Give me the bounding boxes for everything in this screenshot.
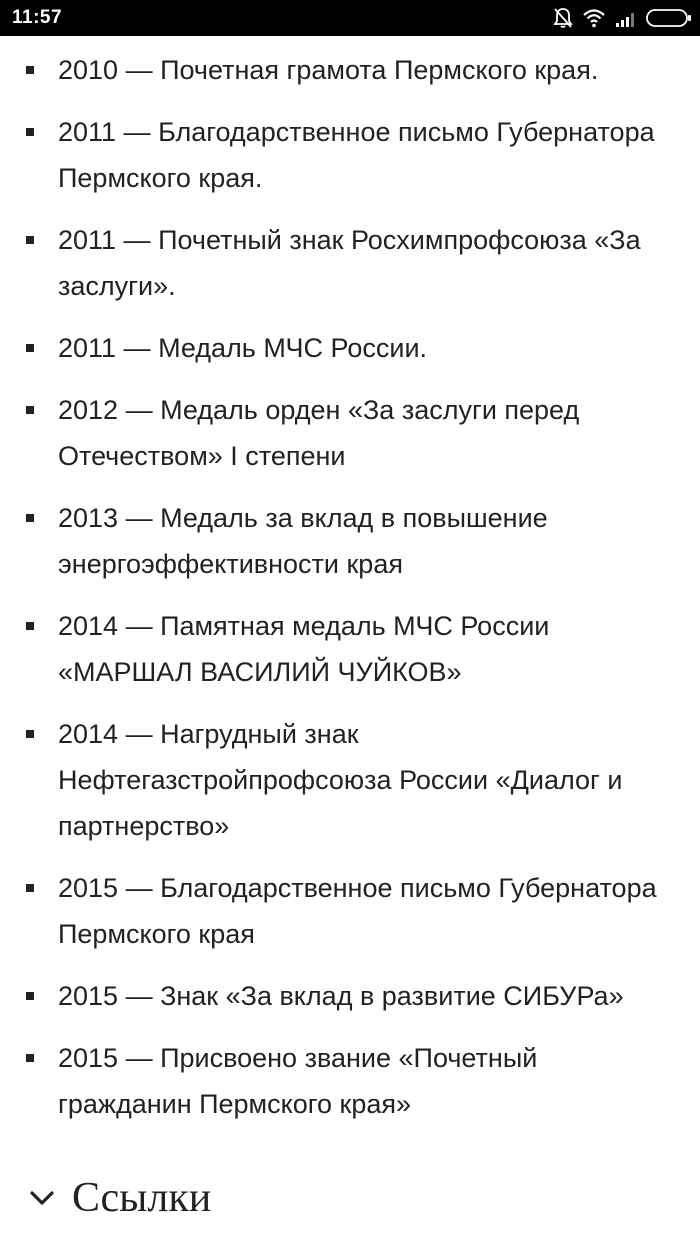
list-item bbox=[58, 711, 670, 849]
list-item bbox=[58, 109, 670, 201]
battery-icon bbox=[646, 7, 692, 29]
wifi-icon bbox=[582, 7, 606, 29]
status-time: 11:57 bbox=[12, 7, 63, 28]
list-item bbox=[58, 217, 670, 309]
bullet-icon bbox=[26, 128, 34, 136]
award-text: 2014 — Памятная медаль МЧС России «МАРШАЛ ВАСИЛИЙ ЧУЙКОВ» bbox=[58, 611, 550, 687]
bullet-icon bbox=[26, 66, 34, 74]
section-header-links[interactable] bbox=[28, 1168, 211, 1228]
award-text: 2014 — Нагрудный знак Нефтегазстройпрофсоюза России «Диалог и партнерство» bbox=[58, 719, 623, 841]
section-title: Ссылки bbox=[72, 1175, 212, 1221]
list-item bbox=[58, 387, 670, 479]
list-item bbox=[58, 325, 670, 371]
award-text: 2011 — Медаль МЧС России. bbox=[58, 333, 428, 363]
bullet-icon bbox=[26, 992, 34, 1000]
list-item bbox=[58, 603, 670, 695]
bullet-icon bbox=[26, 884, 34, 892]
status-icons bbox=[544, 6, 692, 30]
award-text: 2015 — Присвоено звание «Почетный гражданин Пермского края» bbox=[58, 1043, 538, 1119]
award-text: 2015 — Благодарственное письмо Губернатора Пермского края bbox=[58, 873, 657, 949]
list-item bbox=[58, 865, 670, 957]
award-text: 2013 — Медаль за вклад в повышение энергоэффективности края bbox=[58, 503, 548, 579]
list-item bbox=[58, 495, 670, 587]
bullet-icon bbox=[26, 730, 34, 738]
award-text: 2012 — Медаль орден «За заслуги перед Отечеством» I степени bbox=[58, 395, 580, 471]
awards-list bbox=[0, 36, 700, 1127]
bullet-icon bbox=[26, 622, 34, 630]
chevron-down-icon[interactable] bbox=[28, 1188, 56, 1208]
award-text: 2011 — Благодарственное письмо Губернатора Пермского края. bbox=[58, 117, 655, 193]
bullet-icon bbox=[26, 236, 34, 244]
list-item bbox=[58, 973, 670, 1019]
signal-icon bbox=[615, 7, 637, 29]
article-content bbox=[0, 36, 700, 1143]
bullet-icon bbox=[26, 406, 34, 414]
bullet-icon bbox=[26, 1054, 34, 1062]
bullet-icon bbox=[26, 344, 34, 352]
status-bar bbox=[0, 0, 700, 36]
award-text: 2015 — Знак «За вклад в развитие СИБУРа» bbox=[58, 981, 624, 1011]
bullet-icon bbox=[26, 514, 34, 522]
award-text: 2010 — Почетная грамота Пермского края. bbox=[58, 55, 599, 85]
award-text: 2011 — Почетный знак Росхимпрофсоюза «За заслуги». bbox=[58, 225, 641, 301]
notifications-off-icon bbox=[553, 7, 573, 29]
list-item bbox=[58, 1035, 670, 1127]
list-item bbox=[58, 47, 670, 93]
